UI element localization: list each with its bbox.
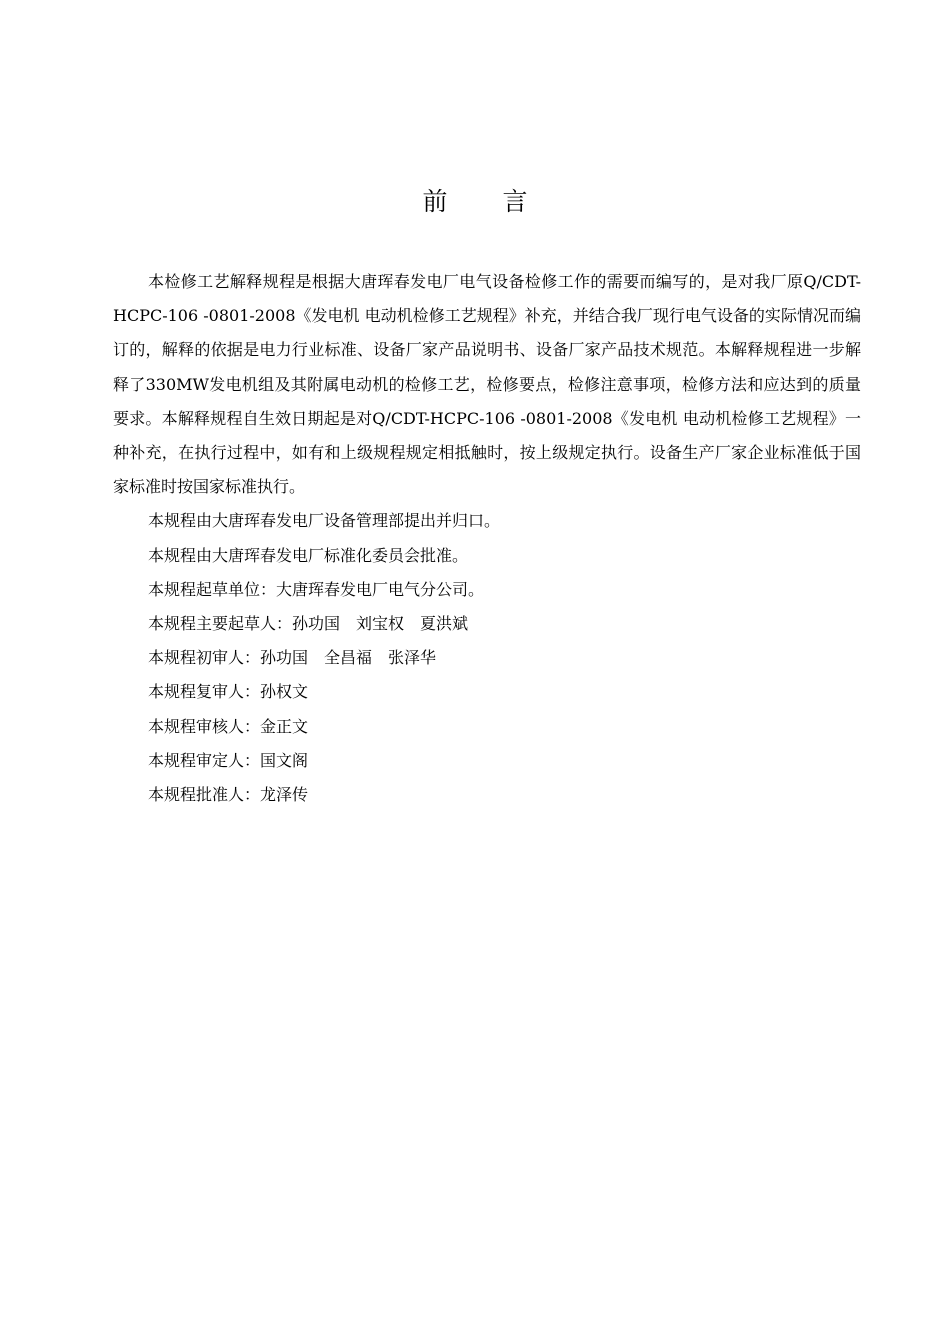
second-reviewer-label: 本规程复审人：	[148, 682, 261, 702]
approver-label: 本规程批准人：	[148, 785, 261, 805]
main-drafters-label: 本规程主要起草人：	[148, 614, 293, 634]
initial-reviewers-line	[113, 641, 861, 675]
initial-reviewer-name: 全昌福	[324, 648, 373, 668]
proposer-line: 本规程由大唐珲春发电厂设备管理部提出并归口。	[148, 511, 501, 531]
auditor-line	[113, 710, 861, 744]
finalizer-name: 国文阁	[260, 750, 309, 770]
auditor-label: 本规程审核人：	[148, 716, 261, 736]
preface-content	[113, 265, 861, 812]
finalizer-line	[113, 744, 861, 778]
initial-reviewer-name: 张泽华	[388, 648, 437, 668]
initial-reviewers-label: 本规程初审人：	[148, 648, 261, 668]
second-reviewer-name: 孙权文	[260, 682, 309, 702]
auditor-name: 金正文	[260, 716, 309, 736]
page-title: 前言	[422, 187, 583, 216]
main-drafter-name: 夏洪斌	[420, 614, 469, 634]
approver-name: 龙泽传	[260, 785, 309, 805]
main-drafters-line	[113, 607, 861, 641]
approver-line	[113, 778, 861, 812]
second-reviewer-line	[113, 675, 861, 709]
preface-paragraph: 本检修工艺解释规程是根据大唐珲春发电厂电气设备检修工作的需要而编写的，是对我厂原Q/CDT-HCPC-106 -0801-2008《发电机 电动机检修工艺规程》补充，并结合我厂现行电气设备的实际情况而编订的，解释的依据是电力行业标准、设备厂家产品说明书、设备厂家产品技术规范。本解释规程进一步解释了330MW发电机组及其附属电动机的检修工艺，检修要点，检修注意事项，检修方法和应达到的质量要求。本解释规程自生效日期起是对Q/CDT-HCPC-106 -0801-2008《发电机 电动机检修工艺规程》一种补充，在执行过程中，如有和上级规程规定相抵触时，按上级规定执行。设备生产厂家企业标准低于国家标准时按国家标准执行。	[113, 272, 861, 497]
initial-reviewer-name: 孙功国	[260, 648, 309, 668]
main-drafter-name: 孙功国	[292, 614, 341, 634]
main-drafter-name: 刘宝权	[356, 614, 405, 634]
drafting-unit-line: 本规程起草单位：大唐珲春发电厂电气分公司。	[148, 579, 485, 599]
approval-committee-line: 本规程由大唐珲春发电厂标准化委员会批准。	[148, 545, 469, 565]
finalizer-label: 本规程审定人：	[148, 750, 261, 770]
